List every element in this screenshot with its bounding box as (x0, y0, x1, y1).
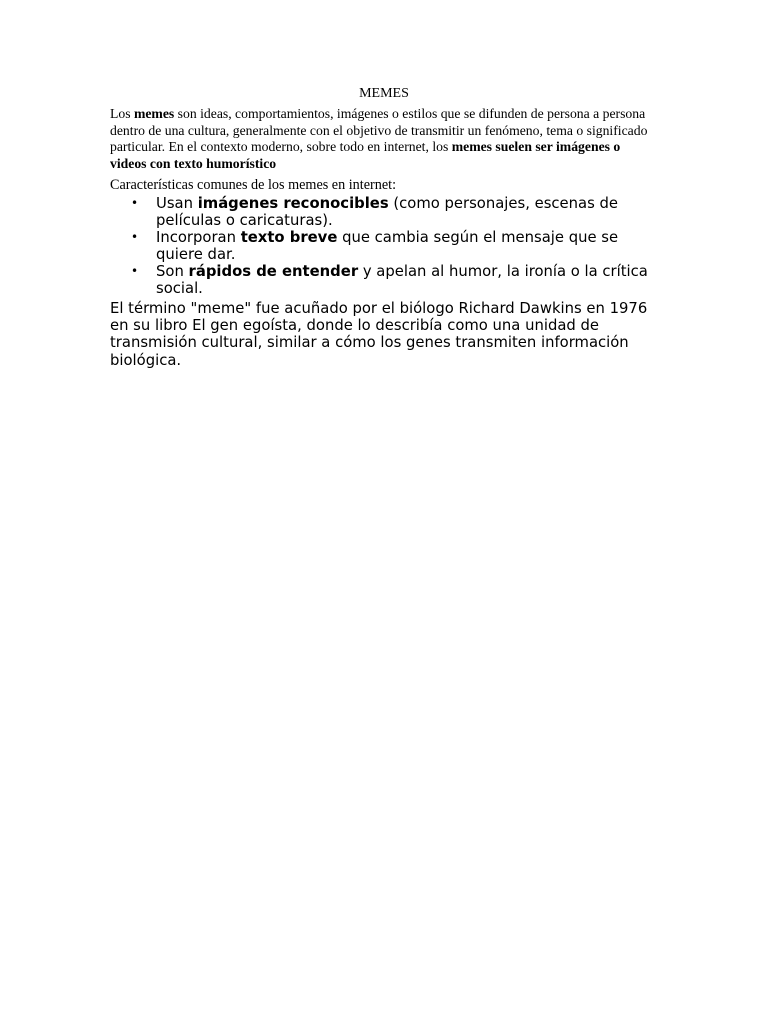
feature-text-after: y apelan al humor, la ironía o la crítica social. (156, 263, 648, 297)
feature-text-before: Usan (156, 195, 198, 212)
feature-text-before: Son (156, 263, 189, 280)
list-item (110, 263, 660, 297)
intro-paragraph (110, 106, 660, 172)
intro-bold-1: memes (133, 106, 175, 121)
features-heading: Características comunes de los memes en internet: (110, 177, 397, 193)
document-title: MEMES (359, 86, 409, 101)
intro-bold-2: memes suelen ser imágenes o videos con texto humorístico (110, 139, 621, 171)
intro-text-2: son ideas, comportamientos, imágenes o estilos que se difunden de persona a persona dentro de una cultura, generalmente con el objetivo de transmitir un fenómeno, tema o significado particular. En el contexto moderno, sobre todo en internet, los (110, 106, 648, 154)
features-list (110, 195, 660, 297)
feature-text-bold: imágenes reconocibles (197, 195, 389, 212)
feature-text-bold: rápidos de entender (188, 263, 359, 280)
list-item (110, 229, 660, 263)
feature-text-after: (como personajes, escenas de películas o caricaturas). (156, 195, 619, 229)
closing-paragraph: El término "meme" fue acuñado por el biólogo Richard Dawkins en 1976 en su libro El gen egoísta, donde lo describía como una unidad de transmisión cultural, similar a cómo los genes transmiten información biológica. (110, 300, 648, 369)
bullet-icon: • (131, 264, 139, 278)
intro-text-1: Los (110, 106, 134, 121)
feature-text-bold: texto breve (240, 229, 338, 246)
bullet-icon: • (131, 196, 139, 210)
list-item (110, 195, 660, 229)
feature-text-before: Incorporan (156, 229, 241, 246)
feature-text-after: que cambia según el mensaje que se quiere dar. (156, 229, 619, 263)
bullet-icon: • (131, 230, 139, 244)
